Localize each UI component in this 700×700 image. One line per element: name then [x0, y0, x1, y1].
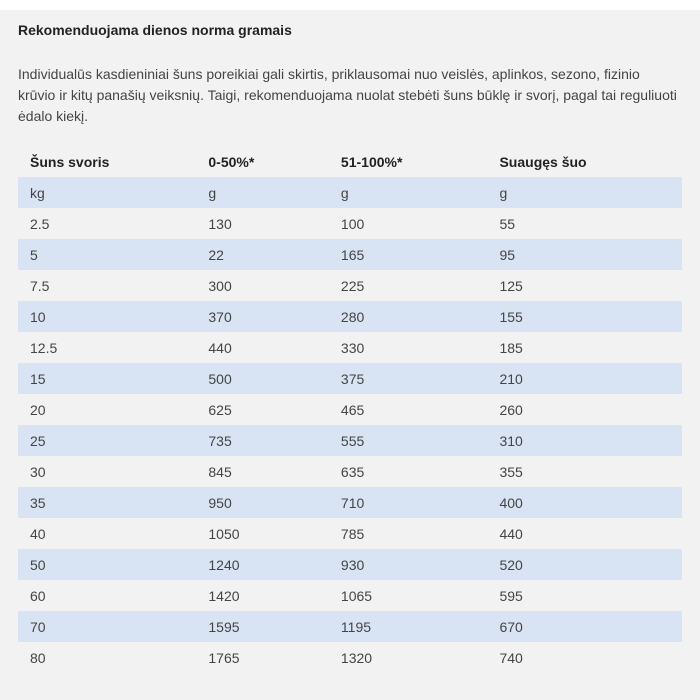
- table-cell: 735: [196, 425, 329, 456]
- section-description: Individualūs kasdieniniai šuns poreikiai gali skirtis, priklausomai nuo veislės, aplinkos, sezono, fizinio krūvio ir kitų panašių veiksnių. Taigi, rekomenduojama nuolat stebėti šuns būklę ir svorį, pagal tai reguliuoti ėdalo kiekį.: [18, 66, 677, 124]
- table-row: [18, 332, 682, 363]
- table-row: [18, 549, 682, 580]
- table-cell: g: [196, 177, 329, 208]
- table-cell: 740: [499, 649, 523, 666]
- table-cell: 1240: [196, 549, 329, 580]
- feeding-norms-table: [18, 147, 682, 673]
- table-cell: 125: [499, 277, 523, 294]
- table-cell: 210: [487, 363, 682, 394]
- table-cell: 2.5: [30, 215, 50, 232]
- table-cell: 370: [196, 301, 329, 332]
- header-51-100: 51-100%*: [340, 154, 403, 170]
- table-cell: 130: [208, 215, 232, 232]
- table-cell: 50: [18, 549, 196, 580]
- table-cell: 400: [487, 487, 682, 518]
- table-cell: kg: [18, 177, 196, 208]
- top-strip: [0, 0, 700, 10]
- table-row: [18, 456, 682, 487]
- table-row: [18, 363, 682, 394]
- table-cell: 155: [487, 301, 682, 332]
- table-cell: 10: [18, 301, 196, 332]
- table-cell: 30: [30, 463, 46, 480]
- table-cell: 930: [329, 549, 488, 580]
- table-cell: 300: [208, 277, 232, 294]
- table-cell: 1595: [196, 611, 329, 642]
- table-cell: 80: [30, 649, 46, 666]
- table-cell: 1420: [208, 587, 240, 604]
- table-cell: 55: [499, 215, 516, 232]
- table-cell: 1050: [208, 525, 240, 542]
- table-cell: 95: [487, 239, 682, 270]
- table-cell: 35: [18, 487, 196, 518]
- table-cell: 25: [18, 425, 196, 456]
- table-header-row: [18, 147, 682, 177]
- header-dog-weight: Šuns svoris: [30, 154, 110, 170]
- table-cell: 5: [18, 239, 196, 270]
- table-row: [18, 425, 682, 456]
- section-title: Rekomenduojama dienos norma gramais: [18, 22, 292, 38]
- table-cell: 280: [329, 301, 488, 332]
- table-cell: 70: [18, 611, 196, 642]
- header-0-50: 0-50%*: [208, 154, 255, 170]
- table-cell: 310: [487, 425, 682, 456]
- table-cell: g: [329, 177, 488, 208]
- table-cell: 625: [208, 401, 232, 418]
- table-row: [18, 487, 682, 518]
- table-cell: 185: [499, 339, 523, 356]
- table-cell: 950: [196, 487, 329, 518]
- table-row: [18, 518, 682, 549]
- table-cell: 1320: [340, 649, 373, 666]
- table-cell: 40: [30, 525, 46, 542]
- content-section: [0, 10, 700, 700]
- table-cell: 520: [487, 549, 682, 580]
- table-cell: 225: [340, 277, 365, 294]
- table-cell: 440: [499, 525, 523, 542]
- table-cell: 7.5: [30, 277, 50, 294]
- table-cell: 1065: [340, 587, 373, 604]
- table-row: [18, 177, 682, 208]
- table-cell: 595: [499, 587, 523, 604]
- table-cell: 1195: [329, 611, 488, 642]
- table-cell: 845: [208, 463, 232, 480]
- table-cell: 260: [499, 401, 523, 418]
- table-cell: 165: [329, 239, 488, 270]
- table-cell: 15: [18, 363, 196, 394]
- table-cell: 60: [30, 587, 46, 604]
- table-row: [18, 394, 682, 425]
- table-row: [18, 301, 682, 332]
- table-cell: g: [487, 177, 682, 208]
- table-row: [18, 239, 682, 270]
- table-row: [18, 642, 682, 673]
- table-cell: 785: [340, 525, 365, 542]
- table-cell: 1765: [208, 649, 240, 666]
- table-cell: 12.5: [30, 339, 58, 356]
- table-cell: 100: [340, 215, 365, 232]
- table-cell: 465: [340, 401, 365, 418]
- table-cell: 500: [196, 363, 329, 394]
- table-cell: 330: [340, 339, 365, 356]
- table-row: [18, 611, 682, 642]
- table-row: [18, 580, 682, 611]
- table-cell: 22: [196, 239, 329, 270]
- table-cell: 20: [30, 401, 46, 418]
- table-cell: 440: [208, 339, 232, 356]
- table-row: [18, 208, 682, 239]
- table-cell: 635: [340, 463, 365, 480]
- table-cell: 710: [329, 487, 488, 518]
- header-adult-dog: Suaugęs šuo: [499, 154, 587, 170]
- table-cell: 375: [329, 363, 488, 394]
- table-row: [18, 270, 682, 301]
- table-body: [18, 177, 682, 673]
- table-cell: 355: [499, 463, 523, 480]
- table-cell: 555: [329, 425, 488, 456]
- table-cell: 670: [487, 611, 682, 642]
